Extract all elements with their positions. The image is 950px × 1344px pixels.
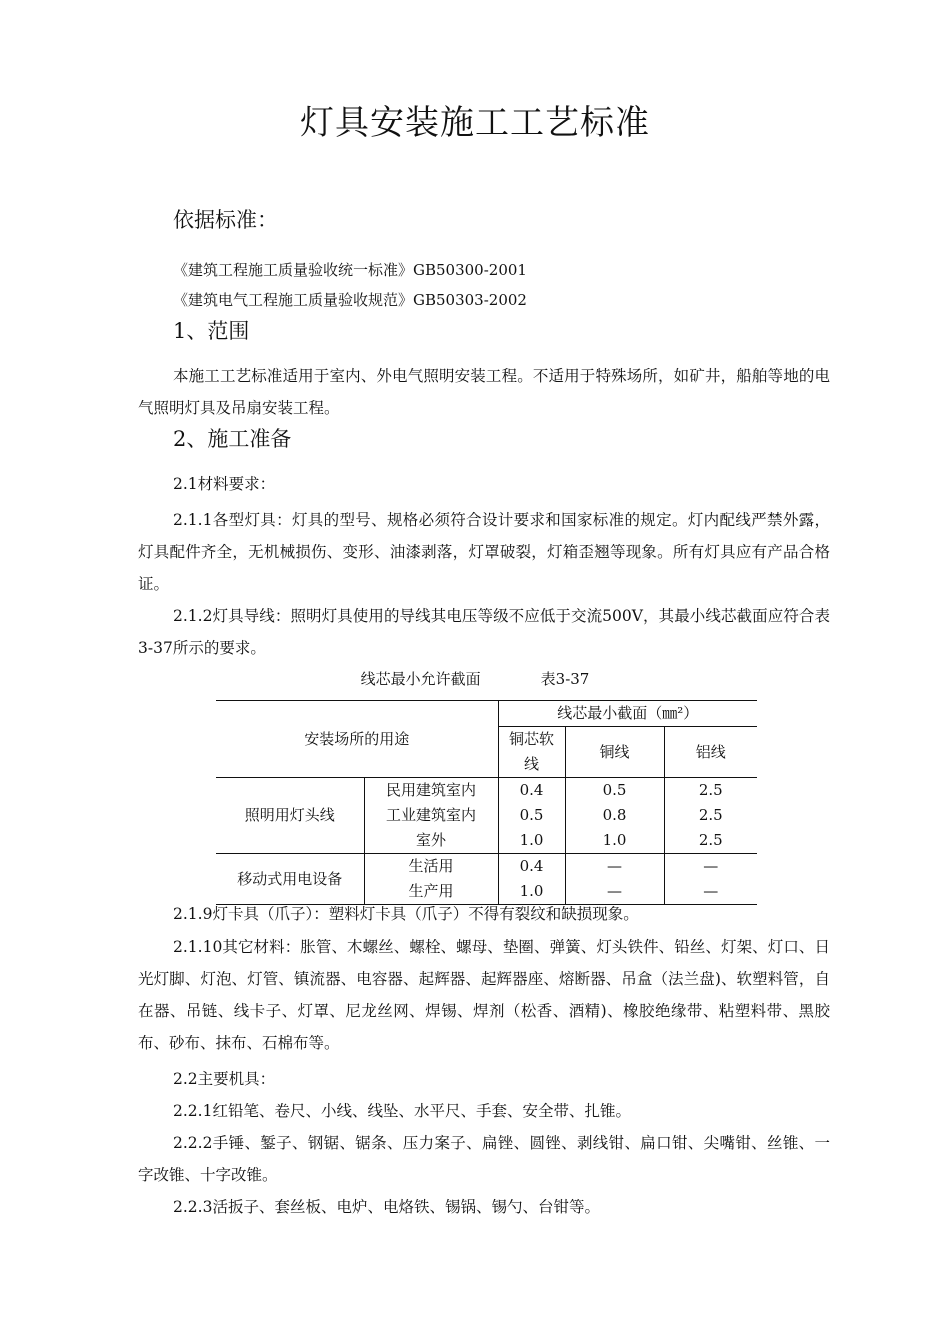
- basis-heading: 依据标准：: [173, 208, 278, 232]
- table-cell-value: 2.5: [664, 803, 757, 828]
- table-caption-number: 表3-37: [540, 670, 590, 688]
- section-2-heading: 2、施工准备: [173, 427, 292, 451]
- table-cell-value: 0.5: [498, 803, 565, 828]
- section-1-heading: 1、范围: [173, 319, 250, 343]
- table-cell-value: 1.0: [565, 828, 664, 854]
- paragraph-2-2: 2.2主要机具：: [173, 1070, 276, 1088]
- table-cell-place: 室外: [364, 828, 498, 854]
- paragraph-2-1-10: 2.1.10其它材料：胀管、木螺丝、螺栓、螺母、垫圈、弹簧、灯头铁件、铅丝、灯架、灯口、日光灯脚、灯泡、灯管、镇流器、电容器、起辉器、起辉器座、熔断器、吊盒（法兰盘)、软塑料管，自在器、吊链、线卡子、灯罩、尼龙丝网、焊锡、焊剂（松香、酒精)、橡胶绝缘带、粘塑料带、黑胶布、砂布、抹布、石棉布等。: [138, 938, 830, 1052]
- table-header-use: 安装场所的用途: [216, 701, 498, 778]
- table-cell-value: 2.5: [664, 778, 757, 804]
- table-cell-value: 2.5: [664, 828, 757, 854]
- table-cell-value: 0.5: [565, 778, 664, 804]
- table-header-min-section: 线芯最小截面（㎜²）: [498, 701, 757, 727]
- paragraph-2-1-2: 2.1.2灯具导线：照明灯具使用的导线其电压等级不应低于交流500V，其最小线芯截面应符合表3-37所示的要求。: [138, 607, 830, 657]
- table-cell-value: —: [565, 854, 664, 880]
- paragraph-2-2-1: 2.2.1红铅笔、卷尺、小线、线坠、水平尺、手套、安全带、扎锥。: [173, 1102, 631, 1120]
- table-col-header: 铝线: [664, 727, 757, 778]
- section-1-text: 本施工工艺标准适用于室内、外电气照明安装工程。不适用于特殊场所，如矿井，船舶等地的电气照明灯具及吊扇安装工程。: [138, 367, 830, 417]
- table-caption: [0, 667, 950, 691]
- basis-ref-2: 《建筑电气工程施工质量验收规范》GB50303-2002: [173, 291, 527, 309]
- table-cell-value: —: [565, 879, 664, 905]
- table-cell-value: 0.8: [565, 803, 664, 828]
- table-group-label: 照明用灯头线: [216, 778, 364, 854]
- table-cell-value: —: [664, 879, 757, 905]
- table-group-label: 移动式用电设备: [216, 854, 364, 905]
- table-cell-value: 0.4: [498, 778, 565, 804]
- table-cell-value: —: [664, 854, 757, 880]
- paragraph-2-2-3: 2.2.3活扳子、套丝板、电炉、电烙铁、锡锅、锡勺、台钳等。: [173, 1198, 600, 1216]
- table-cell-place: 民用建筑室内: [364, 778, 498, 804]
- table-col-header: 铜芯软线: [498, 727, 565, 778]
- table-caption-title: 线芯最小允许截面: [360, 670, 481, 688]
- table-col-header: 铜线: [565, 727, 664, 778]
- table-cell-place: 工业建筑室内: [364, 803, 498, 828]
- paragraph-2-1-9: 2.1.9灯卡具（爪子）：塑料灯卡具（爪子）不得有裂纹和缺损现象。: [173, 905, 639, 923]
- paragraph-2-1: 2.1材料要求：: [173, 475, 276, 493]
- basis-ref-1: 《建筑工程施工质量验收统一标准》GB50300-2001: [173, 261, 527, 279]
- table-cell-place: 生活用: [364, 854, 498, 880]
- table-cell-value: 0.4: [498, 854, 565, 880]
- table-cell-place: 生产用: [364, 879, 498, 905]
- table-cell-value: 1.0: [498, 828, 565, 854]
- min-wire-section-table: [216, 700, 757, 905]
- paragraph-2-2-2: 2.2.2手锤、錾子、钢锯、锯条、压力案子、扁锉、圆锉、剥线钳、扁口钳、尖嘴钳、丝锥、一字改锥、十字改锥。: [138, 1134, 830, 1184]
- paragraph-2-1-1: 2.1.1各型灯具：灯具的型号、规格必须符合设计要求和国家标准的规定。灯内配线严禁外露，灯具配件齐全，无机械损伤、变形、油漆剥落，灯罩破裂，灯箱歪翘等现象。所有灯具应有产品合格证。: [138, 511, 830, 593]
- table-cell-value: 1.0: [498, 879, 565, 905]
- page-title: 灯具安装施工工艺标准: [300, 103, 650, 143]
